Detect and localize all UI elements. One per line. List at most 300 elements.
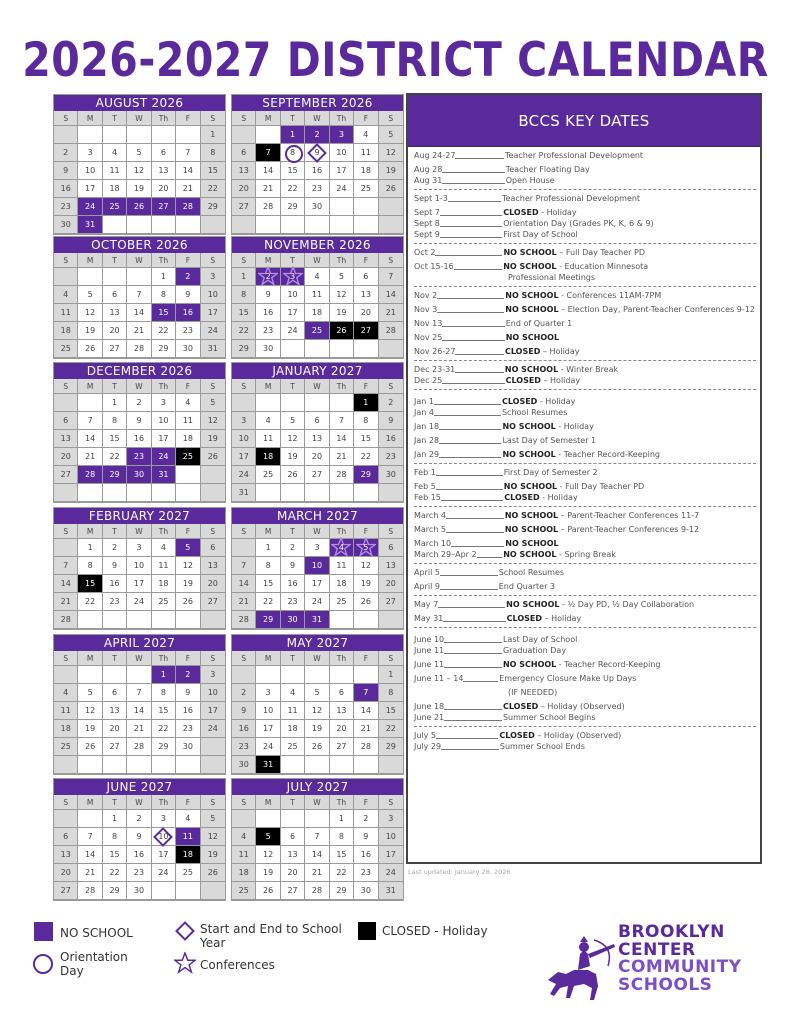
weekday-header: W: [127, 524, 151, 539]
leader-line: [435, 248, 502, 256]
key-date-date: Feb 5: [414, 482, 436, 491]
calendar-day: 23: [176, 322, 200, 340]
weekday-header: T: [281, 524, 305, 539]
empty-day: [256, 216, 280, 234]
empty-day: [354, 198, 378, 216]
calendar-day: 4: [103, 144, 127, 162]
key-dates-section: [414, 244, 756, 287]
leader-line: [477, 550, 503, 558]
calendar-day: 9: [281, 557, 305, 575]
calendar-day: 11: [305, 286, 329, 304]
calendar-day: 28: [54, 611, 78, 629]
weekday-header: F: [354, 524, 378, 539]
calendar-day: 23: [305, 180, 329, 198]
calendar-day: 11: [281, 702, 305, 720]
calendar-day: 17: [330, 162, 354, 180]
key-date-date: Sept 1-3: [414, 194, 448, 203]
empty-day: [54, 810, 78, 828]
calendar-day: 24: [305, 593, 329, 611]
key-date-row: [414, 408, 756, 418]
calendar-day: 18: [330, 575, 354, 593]
key-date-row: [414, 436, 756, 446]
month-title: DECEMBER 2026: [54, 363, 225, 379]
key-date-row: [414, 568, 756, 578]
empty-day: [152, 126, 176, 144]
empty-day: [152, 756, 176, 774]
calendar-day: 20: [232, 180, 256, 198]
calendar-day: 3: [330, 126, 354, 144]
key-date-description: End Quarter 3: [498, 582, 556, 591]
empty-day: [54, 126, 78, 144]
leader-line: [440, 208, 502, 216]
empty-day: [305, 216, 329, 234]
calendar-day: 11: [54, 304, 78, 322]
month-title: JUNE 2027: [54, 779, 225, 795]
empty-day: [379, 340, 403, 358]
calendar-day: 29: [103, 466, 127, 484]
calendar-day: 21: [176, 180, 200, 198]
calendar-day: 13: [379, 557, 403, 575]
key-date-row: [414, 305, 756, 315]
calendar-day: 18: [54, 720, 78, 738]
key-date-row: [414, 319, 756, 329]
weekday-header: S: [232, 253, 256, 268]
calendar-day: 5: [379, 126, 403, 144]
calendar-day: 17: [379, 846, 403, 864]
calendar-day: 31: [379, 882, 403, 900]
calendar-day: 14: [330, 430, 354, 448]
month-calendar: [53, 94, 226, 235]
key-date-date: Nov 3: [414, 305, 438, 314]
empty-day: [127, 126, 151, 144]
empty-day: [78, 484, 102, 502]
calendar-day: 30: [232, 756, 256, 774]
calendar-day: 20: [330, 720, 354, 738]
key-date-row: [414, 291, 756, 301]
calendar-day: 25: [330, 593, 354, 611]
empty-day: [103, 216, 127, 234]
key-date-description: – Holiday: [542, 614, 582, 623]
calendar-day: 26: [201, 864, 225, 882]
weekday-header: Th: [152, 253, 176, 268]
calendar-day: 13: [54, 846, 78, 864]
empty-day: [127, 216, 151, 234]
calendar-day: 22: [256, 593, 280, 611]
empty-day: [78, 611, 102, 629]
calendar-day: 19: [305, 720, 329, 738]
key-date-description: (IF NEEDED): [508, 688, 558, 697]
weekday-header: M: [256, 253, 280, 268]
calendar-day: 12: [354, 557, 378, 575]
calendar-day: 13: [54, 430, 78, 448]
weekday-header: Th: [152, 651, 176, 666]
key-dates-section: [414, 628, 756, 727]
calendar-day: 25: [103, 198, 127, 216]
key-date-date: March 10: [414, 539, 452, 548]
calendar-day: 9: [127, 412, 151, 430]
calendar-day: 24: [152, 448, 176, 466]
calendar-day: 9: [103, 557, 127, 575]
calendar-day: 22: [152, 720, 176, 738]
empty-day: [354, 484, 378, 502]
weekday-header: M: [78, 651, 102, 666]
key-date-description: Graduation Day: [502, 646, 567, 655]
calendar-day: 2: [127, 810, 151, 828]
key-date-status: CLOSED: [504, 493, 540, 502]
key-date-row: [414, 674, 756, 684]
leader-line: [436, 468, 503, 476]
leader-line: [446, 511, 504, 519]
calendar-day: 24: [201, 720, 225, 738]
weekday-header: M: [256, 379, 280, 394]
calendar-day: 25: [281, 738, 305, 756]
calendar-day: 30: [256, 340, 280, 358]
calendar-day: 20: [281, 864, 305, 882]
leader-line: [443, 614, 505, 622]
calendar-day: 27: [354, 322, 378, 340]
weekday-header: S: [201, 651, 225, 666]
calendar-day: 25: [232, 882, 256, 900]
leader-line: [442, 165, 504, 173]
calendar-day: 29: [379, 738, 403, 756]
key-date-description: - Holiday: [555, 422, 594, 431]
key-date-status: NO SCHOOL: [503, 262, 557, 271]
legend-start-end: Start and End to School Year: [200, 922, 342, 950]
calendar-day: 1: [152, 666, 176, 684]
weekday-header: F: [354, 651, 378, 666]
calendar-day: 13: [354, 286, 378, 304]
key-date-date: Aug 28: [414, 165, 443, 174]
empty-day: [330, 756, 354, 774]
weekday-header: W: [127, 111, 151, 126]
calendar-day: 27: [103, 340, 127, 358]
key-date-row: [414, 539, 756, 549]
calendar-day: 11: [256, 430, 280, 448]
weekday-header: F: [354, 379, 378, 394]
empty-day: [103, 611, 127, 629]
key-dates-section: [414, 190, 756, 244]
key-date-description: – Holiday (Observed): [538, 702, 625, 711]
empty-day: [103, 756, 127, 774]
weekday-header: M: [78, 795, 102, 810]
calendar-day: 20: [201, 575, 225, 593]
calendar-day: 15: [379, 702, 403, 720]
calendar-day: 20: [103, 720, 127, 738]
empty-day: [201, 882, 225, 900]
calendar-day: 20: [54, 448, 78, 466]
calendar-day: 28: [78, 466, 102, 484]
calendar-day: 24: [379, 864, 403, 882]
key-date-description: Summer School Ends: [499, 742, 585, 751]
weekday-header: F: [176, 524, 200, 539]
calendar-day: 19: [330, 304, 354, 322]
weekday-header: W: [127, 379, 151, 394]
calendar-day: 3: [201, 666, 225, 684]
calendar-day: 11: [54, 702, 78, 720]
empty-day: [201, 611, 225, 629]
calendar-day: 14: [78, 430, 102, 448]
weekday-header: Th: [330, 795, 354, 810]
calendar-day: 15: [152, 304, 176, 322]
calendar-day: 14: [176, 162, 200, 180]
calendar-day: 30: [281, 611, 305, 629]
calendar-day: 18: [176, 846, 200, 864]
calendar-day: 3: [281, 268, 305, 286]
empty-day: [330, 611, 354, 629]
key-date-description: First Day of Semester 2: [503, 468, 598, 477]
calendar-day: 28: [78, 882, 102, 900]
empty-day: [281, 756, 305, 774]
empty-day: [78, 756, 102, 774]
calendar-day: 16: [256, 304, 280, 322]
calendar-day: 6: [305, 412, 329, 430]
weekday-header: S: [379, 795, 403, 810]
calendar-day: 26: [281, 466, 305, 484]
key-date-row: [414, 731, 756, 741]
weekday-header: S: [232, 795, 256, 810]
empty-day: [232, 216, 256, 234]
calendar-day: 22: [281, 180, 305, 198]
month-calendar: [53, 362, 226, 503]
calendar-day: 7: [379, 268, 403, 286]
calendar-day: 17: [152, 846, 176, 864]
key-date-description: End of Quarter 1: [505, 319, 573, 328]
calendar-day: 6: [354, 268, 378, 286]
key-date-description: - Education Minnesota: [556, 262, 649, 271]
key-dates-panel: [406, 93, 762, 864]
calendar-day: 15: [78, 575, 102, 593]
key-date-status: NO SCHOOL: [504, 365, 559, 374]
weekday-header: Th: [152, 379, 176, 394]
empty-day: [176, 611, 200, 629]
legend-closed: CLOSED - Holiday: [382, 924, 488, 938]
weekday-header: S: [54, 253, 78, 268]
calendar-day: 16: [379, 430, 403, 448]
weekday-header: F: [354, 253, 378, 268]
key-date-row: [414, 262, 756, 272]
calendar-day: 9: [176, 286, 200, 304]
weekday-header: W: [127, 795, 151, 810]
calendar-day: 21: [78, 864, 102, 882]
calendar-day: 22: [201, 180, 225, 198]
leader-line: [440, 568, 498, 576]
leader-line: [444, 635, 502, 643]
calendar-day: 31: [256, 756, 280, 774]
legend-conferences: Conferences: [200, 958, 275, 972]
key-date-date: June 11 – 14: [414, 674, 464, 683]
key-date-description: Teacher Floating Day: [505, 165, 590, 174]
calendar-day: 14: [379, 286, 403, 304]
key-date-date: Aug 31: [414, 176, 443, 185]
calendar-day: 1: [354, 394, 378, 412]
key-date-row: [414, 347, 756, 357]
calendar-day: 8: [103, 412, 127, 430]
key-date-date: May 31: [414, 614, 444, 623]
weekday-header: F: [176, 253, 200, 268]
weekday-header: T: [103, 111, 127, 126]
empty-day: [232, 539, 256, 557]
empty-day: [78, 810, 102, 828]
calendar-day: 5: [354, 539, 378, 557]
key-date-row: [414, 422, 756, 432]
calendar-day: 23: [54, 198, 78, 216]
empty-day: [256, 484, 280, 502]
calendar-day: 18: [103, 180, 127, 198]
key-date-description: Last Day of School: [502, 635, 578, 644]
empty-day: [54, 268, 78, 286]
calendar-day: 19: [78, 720, 102, 738]
calendar-day: 14: [305, 846, 329, 864]
empty-day: [127, 666, 151, 684]
key-date-date: Feb 15: [414, 493, 441, 502]
calendar-day: 12: [176, 557, 200, 575]
calendar-day: 26: [78, 340, 102, 358]
key-date-row: [414, 660, 756, 670]
key-date-status: CLOSED: [501, 397, 538, 406]
key-date-description: Emergency Closure Make Up Days: [499, 674, 637, 683]
leader-line: [446, 525, 504, 533]
calendar-day: 22: [330, 864, 354, 882]
calendar-day: 13: [330, 702, 354, 720]
key-date-description: - Conferences 11AM-7PM: [558, 291, 662, 300]
empty-day: [152, 484, 176, 502]
calendar-day: 5: [256, 828, 280, 846]
calendar-day: 8: [281, 144, 305, 162]
leader-line: [455, 365, 504, 373]
diamond-icon: [175, 921, 195, 941]
calendar-day: 5: [127, 144, 151, 162]
calendar-day: 20: [103, 322, 127, 340]
calendar-day: 3: [78, 144, 102, 162]
leader-line: [448, 194, 501, 202]
calendar-day: 10: [232, 430, 256, 448]
calendar-day: 7: [78, 412, 102, 430]
calendar-day: 13: [305, 430, 329, 448]
weekday-header: S: [201, 111, 225, 126]
weekday-header: M: [256, 795, 280, 810]
calendar-day: 2: [256, 268, 280, 286]
key-date-description: - Spring Break: [556, 550, 616, 559]
calendar-day: 15: [232, 304, 256, 322]
calendar-day: 4: [256, 412, 280, 430]
empty-day: [152, 882, 176, 900]
calendar-day: 10: [152, 412, 176, 430]
key-date-description: Open House: [505, 176, 555, 185]
calendar-day: 22: [379, 720, 403, 738]
calendar-day: 16: [54, 180, 78, 198]
calendar-day: 4: [281, 684, 305, 702]
key-date-date: Nov 26-27: [414, 347, 456, 356]
calendar-day: 14: [127, 304, 151, 322]
calendar-day: 30: [354, 882, 378, 900]
weekday-header: W: [305, 379, 329, 394]
calendar-day: 4: [232, 828, 256, 846]
calendar-day: 25: [54, 738, 78, 756]
calendar-day: 29: [354, 466, 378, 484]
calendar-day: 6: [379, 539, 403, 557]
key-dates-title: BCCS KEY DATES: [408, 95, 760, 147]
calendar-day: 12: [379, 144, 403, 162]
calendar-day: 11: [354, 144, 378, 162]
calendar-day: 24: [256, 738, 280, 756]
empty-day: [330, 484, 354, 502]
empty-day: [232, 666, 256, 684]
calendar-day: 26: [379, 180, 403, 198]
calendar-day: 11: [152, 557, 176, 575]
key-date-date: June 11: [414, 660, 445, 669]
key-date-date: Feb 1: [414, 468, 436, 477]
leader-line: [444, 713, 502, 721]
key-date-date: Dec 25: [414, 376, 443, 385]
calendar-day: 1: [103, 810, 127, 828]
calendar-day: 6: [281, 828, 305, 846]
empty-day: [330, 666, 354, 684]
calendar-day: 3: [256, 684, 280, 702]
calendar-day: 4: [330, 539, 354, 557]
calendar-day: 8: [152, 286, 176, 304]
calendar-day: 5: [305, 684, 329, 702]
calendar-day: 18: [152, 575, 176, 593]
weekday-header: S: [379, 524, 403, 539]
weekday-header: T: [281, 795, 305, 810]
calendar-day: 30: [127, 466, 151, 484]
calendar-day: 5: [281, 412, 305, 430]
calendar-day: 2: [176, 268, 200, 286]
leader-line: [440, 219, 502, 227]
key-dates-section: [414, 147, 756, 190]
weekday-header: S: [232, 379, 256, 394]
calendar-day: 5: [78, 286, 102, 304]
calendar-day: 14: [127, 702, 151, 720]
calendar-day: 25: [256, 466, 280, 484]
weekday-header: F: [176, 651, 200, 666]
calendar-day: 25: [54, 340, 78, 358]
month-title: NOVEMBER 2026: [232, 237, 403, 253]
calendar-day: 10: [281, 286, 305, 304]
calendar-day: 1: [281, 126, 305, 144]
key-date-description: Professional Meetings: [508, 273, 596, 282]
key-date-status: NO SCHOOL: [503, 550, 557, 559]
calendar-day: 15: [281, 162, 305, 180]
calendar-day: 22: [152, 322, 176, 340]
empty-day: [256, 810, 280, 828]
key-date-row: [414, 376, 756, 386]
calendar-day: 16: [176, 304, 200, 322]
weekday-header: M: [78, 253, 102, 268]
calendar-day: 9: [54, 162, 78, 180]
empty-day: [176, 126, 200, 144]
month-calendar: [231, 94, 404, 235]
empty-day: [232, 126, 256, 144]
calendar-day: 19: [379, 162, 403, 180]
empty-day: [305, 666, 329, 684]
month-title: APRIL 2027: [54, 635, 225, 651]
key-date-status: CLOSED: [499, 731, 535, 740]
key-date-date: July 29: [414, 742, 442, 751]
weekday-header: M: [256, 524, 280, 539]
calendar-day: 28: [330, 466, 354, 484]
calendar-day: 24: [201, 322, 225, 340]
empty-day: [54, 666, 78, 684]
key-date-status: CLOSED: [505, 376, 541, 385]
empty-day: [379, 756, 403, 774]
month-title: FEBRUARY 2027: [54, 508, 225, 524]
calendar-day: 22: [78, 593, 102, 611]
calendar-day: 2: [232, 684, 256, 702]
key-date-status: CLOSED: [502, 702, 539, 711]
weekday-header: W: [305, 524, 329, 539]
empty-day: [330, 198, 354, 216]
